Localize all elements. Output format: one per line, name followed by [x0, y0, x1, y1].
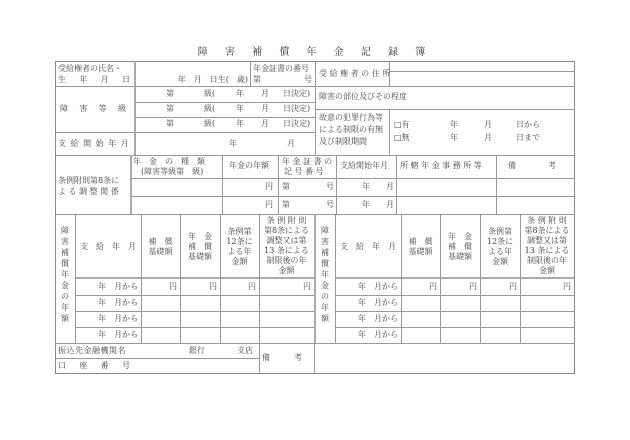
header-period-right: 支 給 年 月	[340, 242, 396, 251]
header-art12-left: 条例第 12条に よる年 金額	[226, 227, 253, 266]
header-art12-right: 条例第 12条に よる年 金額	[486, 227, 514, 266]
birthdate-field[interactable]: 年 月 日生( 歳)	[177, 75, 248, 84]
header-remarks: 備 考	[508, 161, 556, 170]
address-field-line-2[interactable]	[390, 72, 573, 85]
header-period-left: 支 給 年 月	[80, 242, 136, 251]
adjustment-label-1: 条例附則第8条に	[58, 176, 120, 185]
header-base-left: 補 償 基礎額	[148, 237, 173, 256]
recipient-name-label: 受給権者の氏名・	[58, 64, 122, 73]
header-office: 所 轄 年 金 事 務 所 等	[400, 161, 482, 170]
header-pension-base-right: 年 金 補 償 基礎額	[448, 232, 472, 261]
restriction-label-2: による制限の有無	[319, 125, 383, 134]
header-annual-amount: 年金の年額	[229, 161, 269, 170]
header-cert-number: 年 金 証 書 の	[282, 157, 333, 166]
restriction-label-3: 及び制限期間	[319, 137, 367, 146]
payment-start-label: 支 給 開 始 年 月	[58, 139, 130, 148]
address-label: 受 給 権 者 の 住 所	[319, 69, 391, 78]
form-title: 障 害 補 償 年 金 記 録 簿	[197, 47, 433, 58]
birthdate-label: 生 年 月 日	[58, 75, 130, 84]
restriction-label-1: 故意の犯罪行為等	[319, 113, 383, 122]
cert-number-field[interactable]: 第 号	[253, 75, 312, 84]
cert-number-label: 年金証書の番号	[253, 64, 309, 73]
header-limited-left: 条 例 附 則 第8条による 調整又は第 13 条による 制限後の年 金額	[263, 216, 310, 275]
header-base-right: 補 償 基礎額	[408, 237, 433, 256]
account-number-field[interactable]	[136, 359, 258, 373]
account-number-label: 口 座 番 号	[58, 361, 130, 370]
restriction-yes-checkbox[interactable]: □有	[394, 120, 410, 129]
annual-amount-side-label-right: 障害補償年金の年額	[321, 226, 329, 323]
annual-amount-side-label-left: 障害補償年金の年額	[61, 226, 69, 323]
bank-name-label: 振込先金融機関名	[58, 346, 126, 355]
disability-grade-label: 障 害 等 級	[60, 104, 126, 113]
header-payment-start: 支給開始年月	[340, 161, 388, 170]
bank-remarks-field[interactable]	[315, 344, 573, 373]
bank-remarks-label: 備 考	[262, 353, 302, 362]
adjustment-label-2: よ る 調 整 関 係	[58, 187, 119, 196]
header-pension-type: 年 金 の 種 類	[133, 157, 205, 166]
header-limited-right: 条 例 附 則 第8条による 調整又は第 13 条による 制限後の年 金額	[524, 216, 570, 275]
restriction-no-checkbox[interactable]: □無	[394, 133, 410, 142]
address-field-line-1[interactable]	[390, 62, 573, 71]
disability-part-label: 障害の部位及びその程度	[319, 92, 407, 101]
header-pension-base-left: 年 金 補 償 基礎額	[188, 232, 212, 261]
